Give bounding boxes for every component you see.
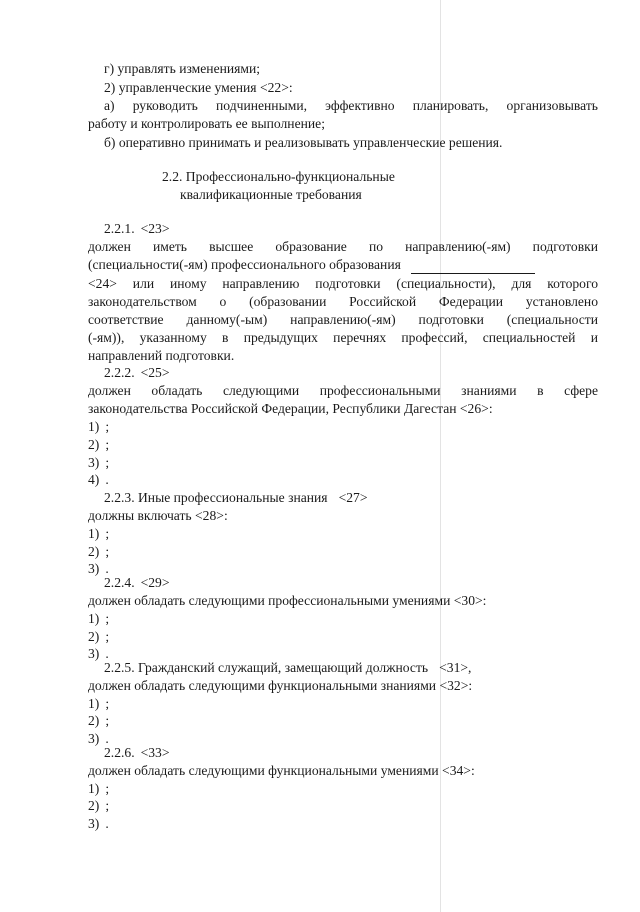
s222-item-3-number: 3)	[88, 455, 100, 470]
section-heading-line1: 2.2. Профессионально-функциональные	[162, 169, 395, 184]
s225-line1: должен обладать следующими функциональными знаниями <32>:	[88, 678, 473, 693]
s226-item-2-end: ;	[105, 798, 110, 813]
s221-line6: (-ям)), указанному в предыдущих перечнях профессий, специальностей и	[88, 330, 598, 345]
s223-line1: должны включать <28>:	[88, 508, 228, 523]
s222-item-1-number: 1)	[88, 419, 100, 434]
s224-item-3-number: 3)	[88, 646, 100, 661]
s221-ref: <23>	[140, 221, 170, 236]
s222-item-3	[88, 454, 598, 472]
s222-line1: должен обладать следующими профессиональными знаниями в сфере	[88, 383, 598, 398]
s223-item-3-end: .	[105, 561, 109, 576]
s225-item-1-end: ;	[105, 696, 110, 711]
s225-title: 2.2.5. Гражданский служащий, замещающий должность	[104, 660, 429, 675]
s223-item-1-number: 1)	[88, 526, 100, 541]
s222-header	[104, 364, 598, 382]
s225-item-2-end: ;	[105, 713, 110, 728]
s221-line1: должен иметь высшее образование по направлению(-ям) подготовки	[88, 239, 598, 254]
s226-item-1-number: 1)	[88, 781, 100, 796]
s222-number: 2.2.2.	[104, 365, 135, 380]
s222-ref: <25>	[140, 365, 170, 380]
s222-item-3-end: ;	[105, 455, 110, 470]
section-heading-line2: квалификационные требования	[180, 187, 362, 202]
s225-header	[104, 659, 598, 677]
s226-item-3-end: .	[105, 816, 109, 831]
s224-header	[104, 574, 598, 592]
s223-title: 2.2.3. Иные профессиональные знания	[104, 490, 328, 505]
s223-item-2-number: 2)	[88, 544, 100, 559]
s224-item-1-end: ;	[105, 611, 110, 626]
s224-item-2-end: ;	[105, 629, 110, 644]
s222-line2: законодательства Российской Федерации, Республики Дагестан <26>:	[88, 401, 493, 416]
s225-item-2-number: 2)	[88, 713, 100, 728]
s222-item-4-number: 4)	[88, 472, 100, 487]
s222-item-2-end: ;	[105, 437, 110, 452]
s221-line2-row	[88, 256, 598, 274]
s221-line4: законодательством о (образовании Российской Федерации установлено	[88, 294, 598, 309]
s223-item-2	[88, 543, 598, 561]
s221-line2: (специальности(-ям) профессионального образования	[88, 257, 401, 272]
s224-line1: должен обладать следующими профессиональными умениями <30>:	[88, 593, 487, 608]
s225-item-3-number: 3)	[88, 731, 100, 746]
s224-item-2	[88, 628, 598, 646]
s226-item-1	[88, 780, 598, 798]
s225-item-1-number: 1)	[88, 696, 100, 711]
s221-line3: <24> или иному направлению подготовки (специальности), для которого	[88, 276, 598, 291]
skills-2: 2) управленческие умения <22>:	[104, 80, 293, 95]
s222-item-2-number: 2)	[88, 437, 100, 452]
s221-header	[104, 220, 598, 238]
s226-item-1-end: ;	[105, 781, 110, 796]
item-a-line1: а) руководить подчиненными, эффективно планировать, организовывать	[104, 98, 598, 113]
s226-item-3	[88, 815, 598, 833]
s226-item-3-number: 3)	[88, 816, 100, 831]
s225-item-1	[88, 695, 598, 713]
s224-item-2-number: 2)	[88, 629, 100, 644]
s226-item-2	[88, 797, 598, 815]
s225-item-3-end: .	[105, 731, 109, 746]
s223-ref: <27>	[338, 490, 368, 505]
s224-number: 2.2.4.	[104, 575, 135, 590]
s223-item-3-number: 3)	[88, 561, 100, 576]
s224-item-1-number: 1)	[88, 611, 100, 626]
s223-item-1	[88, 525, 598, 543]
s221-line2-blank	[411, 260, 535, 274]
item-b: б) оперативно принимать и реализовывать управленческие решения.	[104, 135, 503, 150]
s226-line1: должен обладать следующими функциональными умениями <34>:	[88, 763, 475, 778]
s222-item-2	[88, 436, 598, 454]
s221-number: 2.2.1.	[104, 221, 135, 236]
s223-item-2-end: ;	[105, 544, 110, 559]
s222-item-4	[88, 471, 598, 489]
s221-line5: соответствие данному(-ым) направлению(-ям) подготовки (специальности	[88, 312, 598, 327]
s223-item-1-end: ;	[105, 526, 110, 541]
s222-item-1-end: ;	[105, 419, 110, 434]
s226-number: 2.2.6.	[104, 745, 135, 760]
s222-item-4-end: .	[105, 472, 109, 487]
s222-item-1	[88, 418, 598, 436]
item-g: г) управлять изменениями;	[104, 61, 261, 76]
s223-header	[104, 489, 598, 507]
item-a-line2: работу и контролировать ее выполнение;	[88, 116, 325, 131]
s224-item-3-end: .	[105, 646, 109, 661]
s226-ref: <33>	[140, 745, 170, 760]
s224-item-1	[88, 610, 598, 628]
s226-item-2-number: 2)	[88, 798, 100, 813]
s224-ref: <29>	[140, 575, 170, 590]
s225-ref: <31>,	[439, 660, 472, 675]
s221-line7: направлений подготовки.	[88, 348, 235, 363]
s226-header	[104, 744, 598, 762]
s225-item-2	[88, 712, 598, 730]
